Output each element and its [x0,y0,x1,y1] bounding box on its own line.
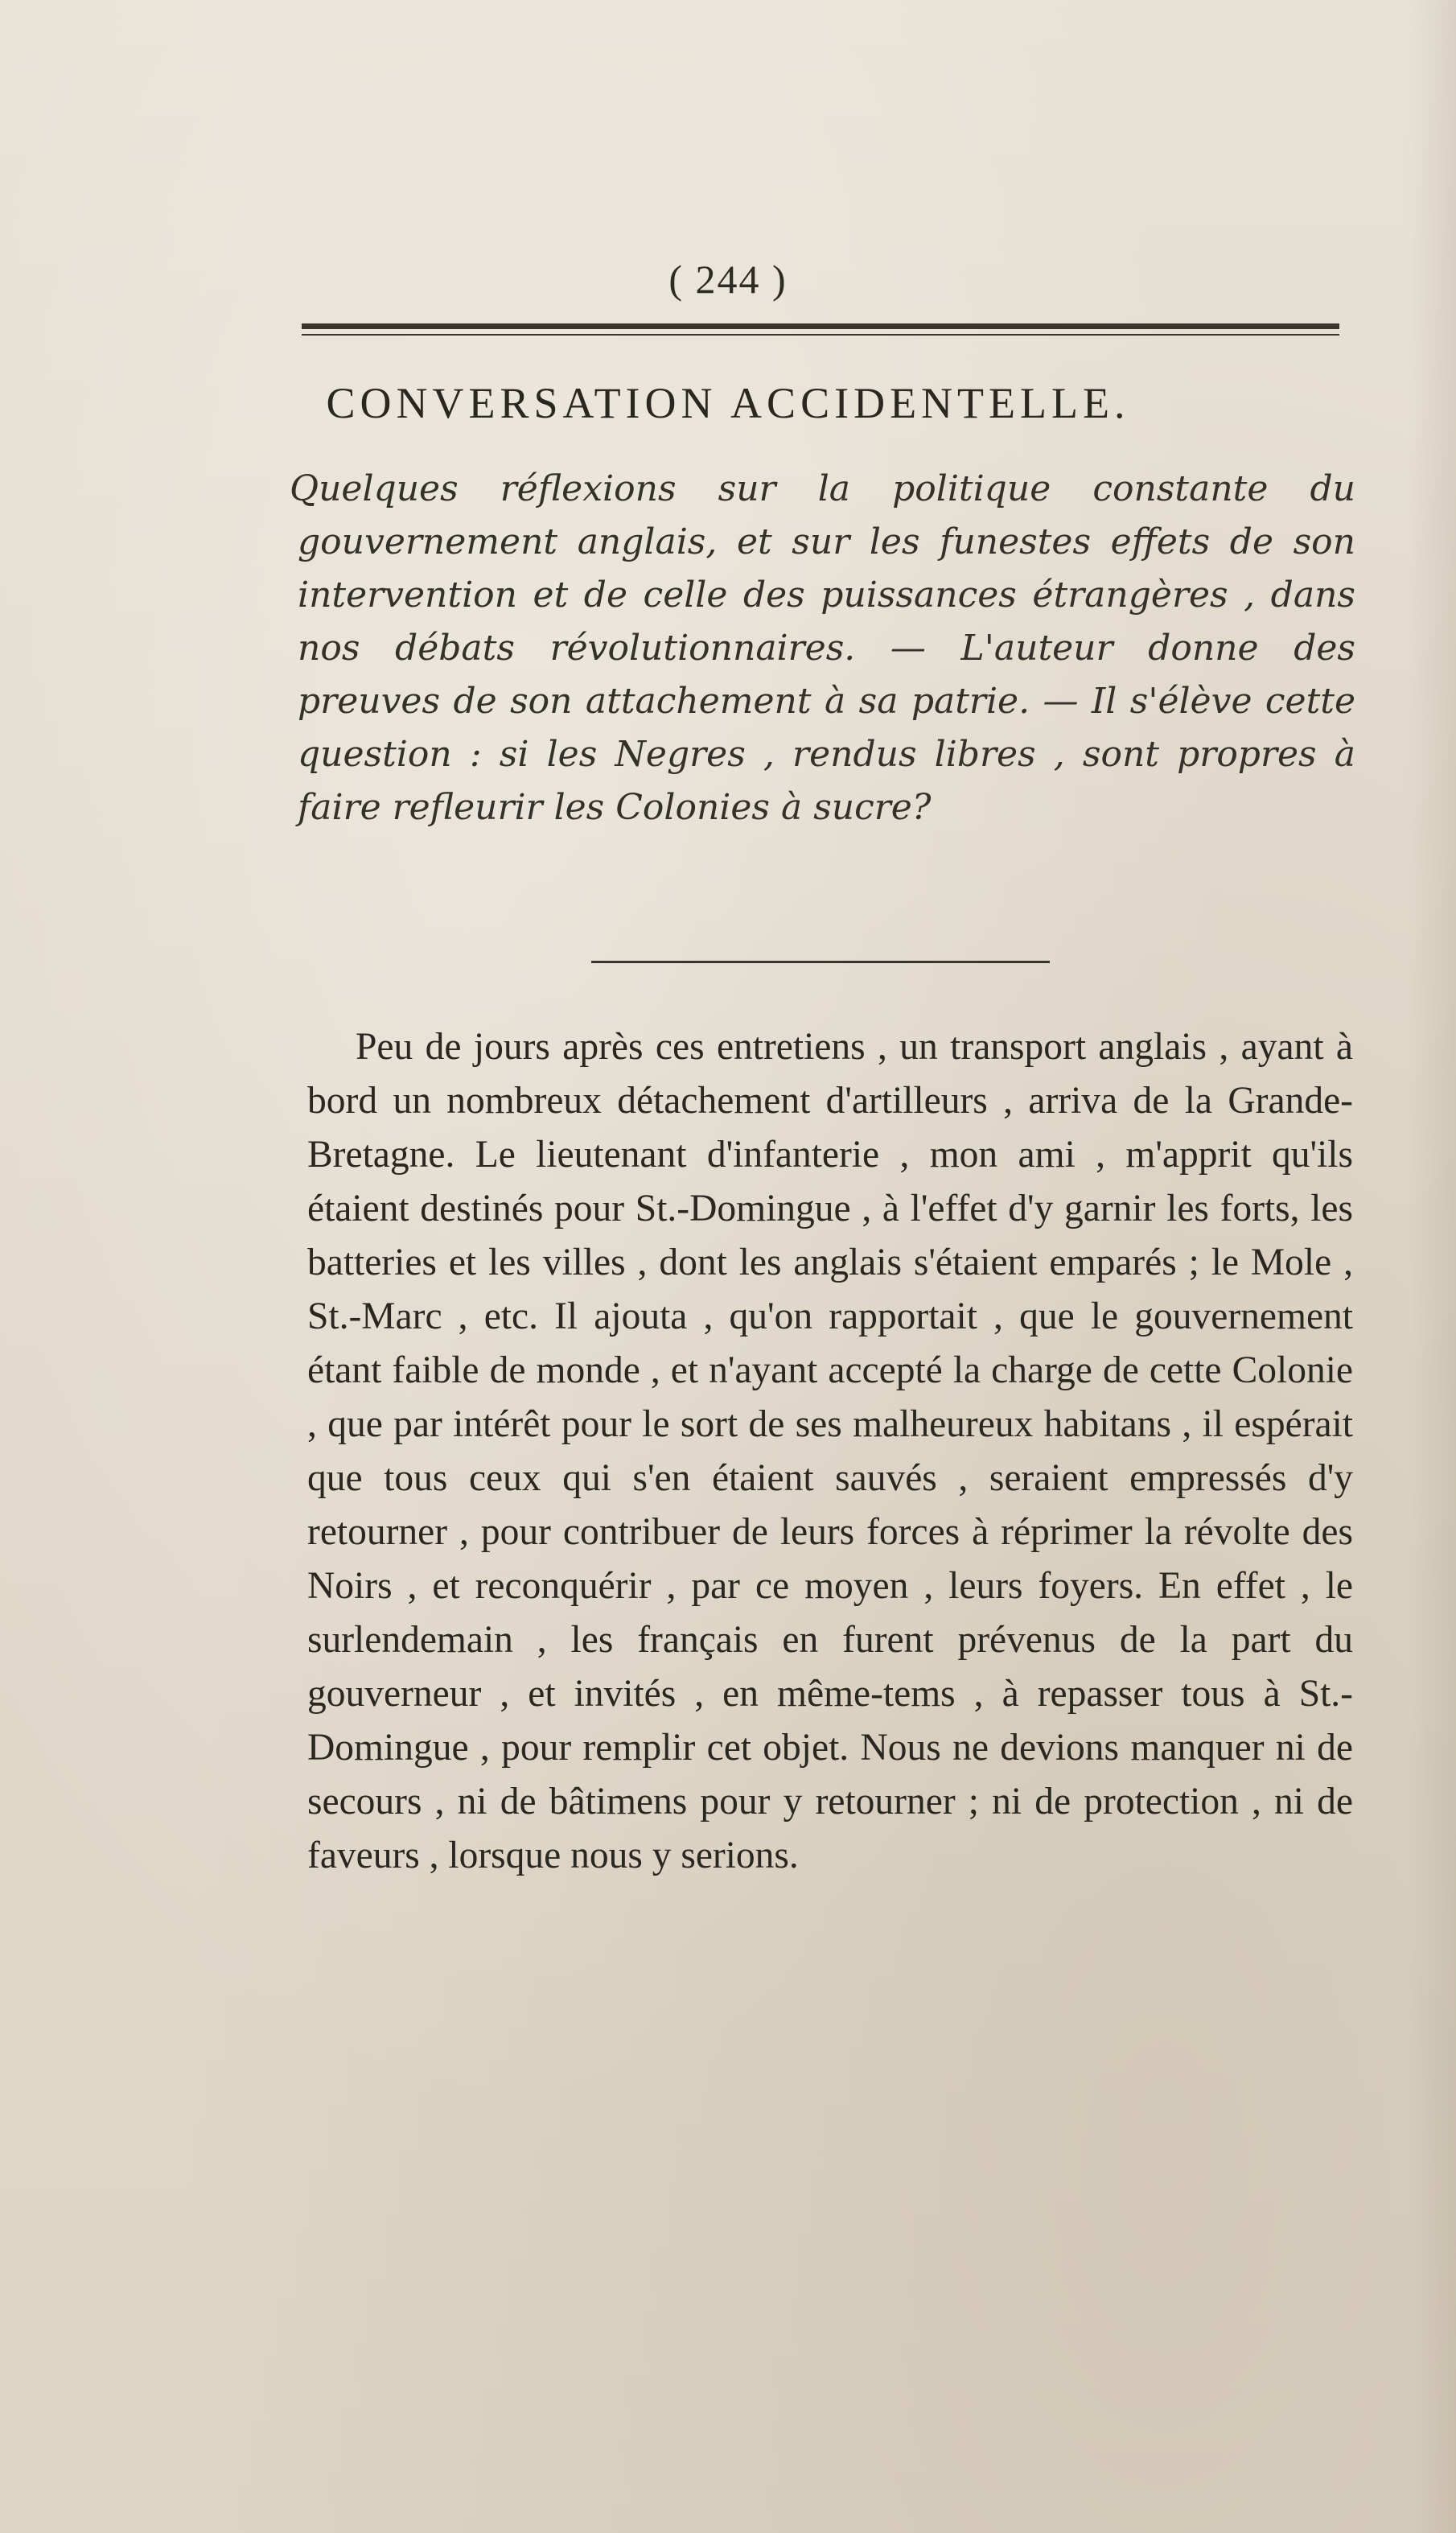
section-divider-rule [591,961,1050,963]
body-paragraph: Peu de jours après ces entretiens , un transport anglais , ayant à bord un nombreux détachement d'artilleurs , arriva de la Grande-Bretagne. Le lieutenant d'infanterie , mon ami , m'apprit qu'ils étaient destinés pour St.-Domingue , à l'effet d'y garnir les forts, les batteries et les villes , dont les anglais s'étaient emparés ; le Mole , St.-Marc , etc. Il ajouta , qu'on rapportait , que le gouvernement étant faible de monde , et n'ayant accepté la charge de cette Colonie , que par intérêt pour le sort de ses malheureux habitans , il espérait que tous ceux qui s'en étaient sauvés , seraient empressés d'y retourner , pour contribuer de leurs forces à réprimer la révolte des Noirs , et reconquérir , par ce moyen , leurs foyers. En effet , le surlendemain , les français en furent prévenus de la part du gouverneur , et invités , en même-tems , à repasser tous à St.-Domingue , pour remplir cet objet. Nous ne devions manquer ni de secours , ni de bâtimens pour y retourner ; ni de protection , ni de faveurs , lorsque nous y serions. [307,1026,1353,1876]
header-rule-thin [302,334,1339,336]
header-rule-thick [302,323,1339,329]
chapter-summary: Quelques réflexions sur la politique constante du gouvernement anglais, et sur les funestes effets de son intervention et de celle des puissances étrangères , dans nos débats révolutionnaires. — L'auteur donne des preuves de son attachement à sa patrie. — Il s'élève cette question : si les Negres , rendus libres , sont propres à faire refleurir les Colonies à sucre? [290,468,1355,828]
header-double-rule [302,323,1339,338]
page-number: ( 244 ) [668,257,788,302]
chapter-title: CONVERSATION ACCIDENTELLE. [326,379,1130,427]
